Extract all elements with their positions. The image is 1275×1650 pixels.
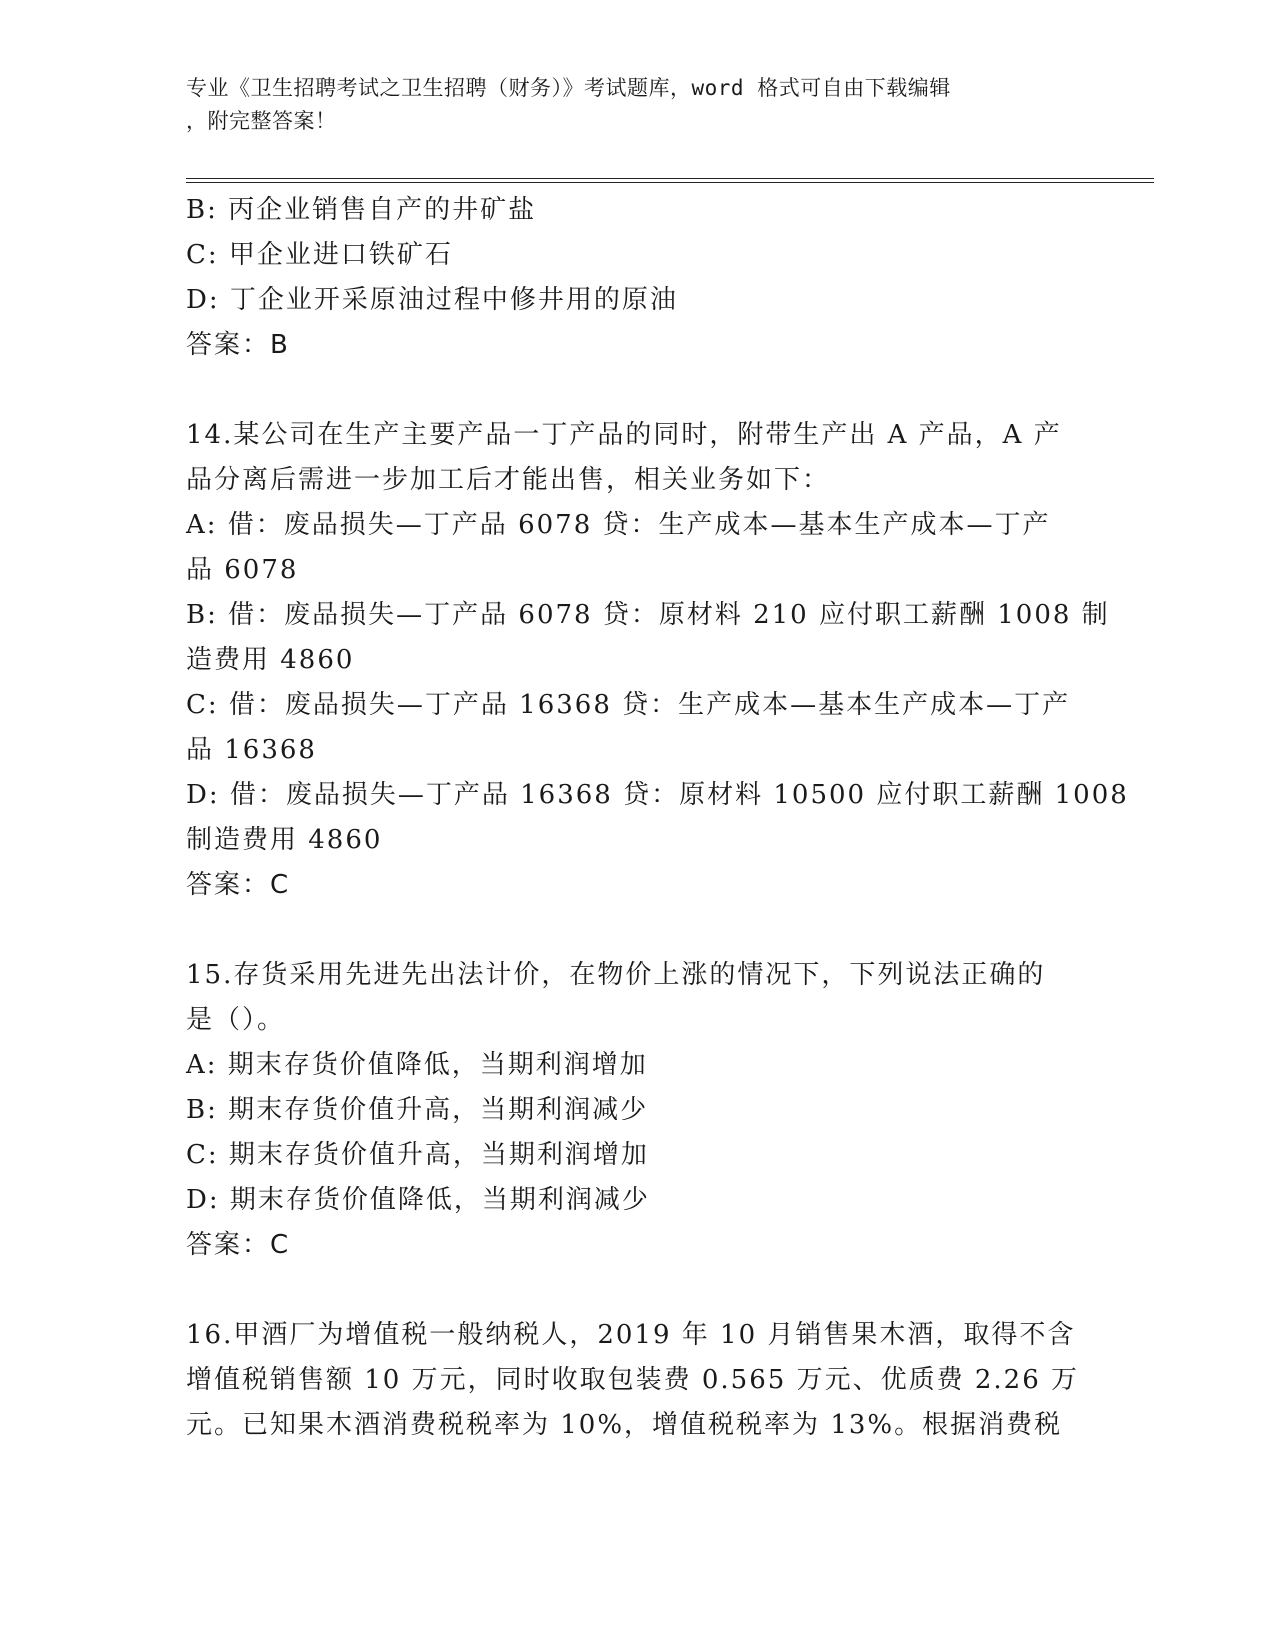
option-c: C: 甲企业进口铁矿石 [186, 240, 453, 270]
option-d: D: 丁企业开采原油过程中修井用的原油 [186, 285, 678, 315]
option-d: D: 借：废品损失—丁产品 16368 贷：原材料 10500 应付职工薪酬 1008 [186, 780, 1129, 810]
option-b: B: 期末存货价值升高，当期利润减少 [186, 1095, 649, 1125]
option-b-cont: 造费用 4860 [186, 645, 355, 675]
question-stem: 元。已知果木酒消费税税率为 10%，增值税税率为 13%。根据消费税 [186, 1410, 1063, 1440]
question-15 [186, 953, 1086, 1268]
option-c: C: 借：废品损失—丁产品 16368 贷：生产成本—基本生产成本—丁产 [186, 690, 1071, 720]
header-line-2: ，附完整答案！ [186, 109, 337, 133]
question-stem: 增值税销售额 10 万元，同时收取包装费 0.565 万元、优质费 2.26 万 [186, 1365, 1079, 1395]
option-d: D: 期末存货价值降低，当期利润减少 [186, 1185, 650, 1215]
header-line-1: 专业《卫生招聘考试之卫生招聘（财务）》考试题库，word 格式可自由下载编辑 [186, 76, 951, 100]
question-13 [186, 188, 1086, 368]
question-stem: 14.某公司在生产主要产品一丁产品的同时，附带生产出 A 产品，A 产 [186, 420, 1062, 450]
answer: 答案：C [186, 870, 291, 900]
question-stem: 是（）。 [186, 1005, 286, 1035]
option-c-cont: 品 16368 [186, 735, 317, 765]
question-stem: 品分离后需进一步加工后才能出售，相关业务如下： [186, 465, 831, 495]
header-divider-top [186, 178, 1154, 179]
option-a: A: 借：废品损失—丁产品 6078 贷：生产成本—基本生产成本—丁产 [186, 510, 1051, 540]
answer: 答案：C [186, 1230, 291, 1260]
option-a: A: 期末存货价值降低，当期利润增加 [186, 1050, 648, 1080]
question-14 [186, 413, 1129, 908]
option-c: C: 期末存货价值升高，当期利润增加 [186, 1140, 649, 1170]
document-header [186, 72, 1066, 138]
answer: 答案：B [186, 330, 290, 360]
question-stem: 15.存货采用先进先出法计价，在物价上涨的情况下，下列说法正确的 [186, 960, 1046, 990]
option-d-cont: 制造费用 4860 [186, 825, 383, 855]
spacer [186, 908, 1086, 953]
option-b: B: 借：废品损失—丁产品 6078 贷：原材料 210 应付职工薪酬 1008 制 [186, 600, 1110, 630]
question-content [186, 188, 1129, 1448]
spacer [186, 1268, 1086, 1313]
option-a-cont: 品 6078 [186, 555, 299, 585]
header-divider-bottom [186, 182, 1154, 183]
question-stem: 16.甲酒厂为增值税一般纳税人，2019 年 10 月销售果木酒，取得不含 [186, 1320, 1076, 1350]
option-b: B: 丙企业销售自产的井矿盐 [186, 195, 537, 225]
question-16 [186, 1313, 1086, 1448]
spacer [186, 368, 1086, 413]
